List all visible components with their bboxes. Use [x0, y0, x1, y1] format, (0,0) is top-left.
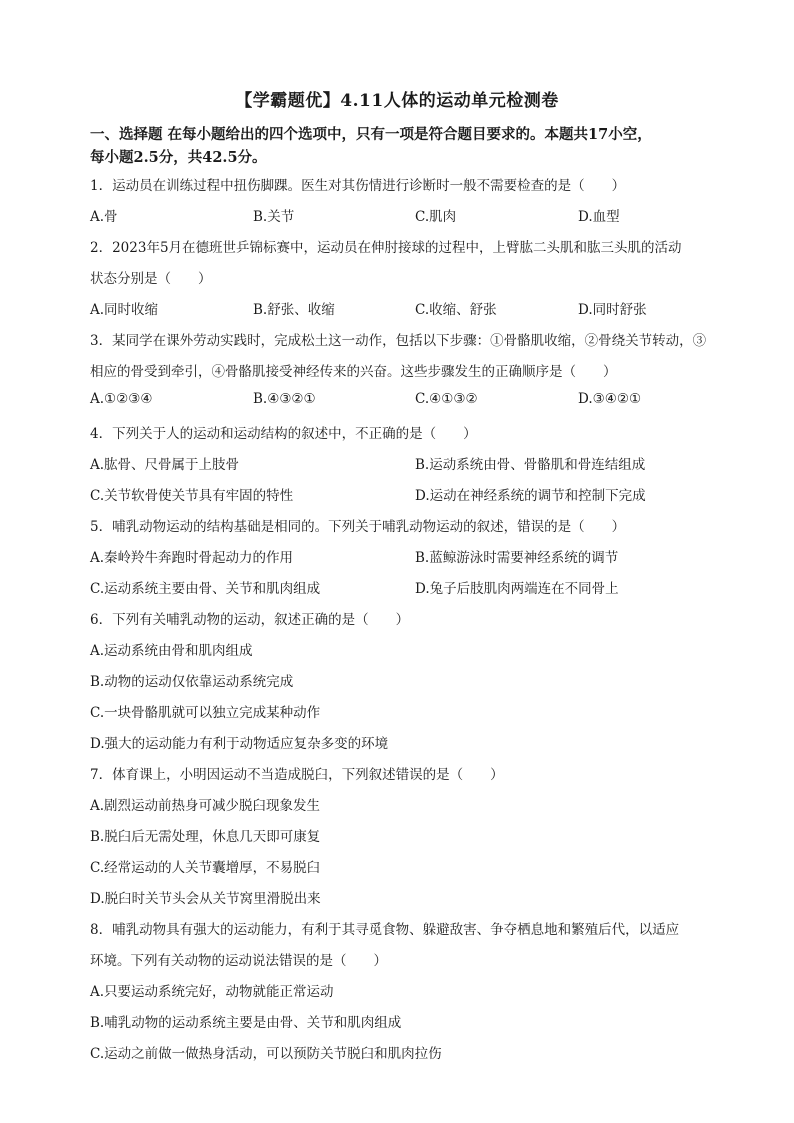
question-3-option-c: C.④①③②: [415, 391, 478, 407]
question-7-option-a: A.剧烈运动前热身可减少脱臼现象发生: [90, 798, 321, 814]
question-2-option-c: C.收缩、舒张: [415, 302, 497, 318]
question-5-option-b: B.蓝鲸游泳时需要神经系统的调节: [415, 550, 619, 566]
question-8-option-b: B.哺乳动物的运动系统主要是由骨、关节和肌肉组成: [90, 1015, 402, 1031]
question-4-option-d: D.运动在神经系统的调节和控制下完成: [415, 488, 646, 504]
question-2-stem-line-1: 2．2023年5月在德班世乒锦标赛中，运动员在伸肘接球的过程中，上臂肱二头肌和肱三头肌的活动: [90, 240, 682, 256]
question-6-option-c: C.一块骨骼肌就可以独立完成某种动作: [90, 705, 321, 721]
question-4-option-a: A.肱骨、尺骨属于上肢骨: [90, 457, 240, 473]
section-header-line-2: 每小题2.5分，共42.5分。: [90, 149, 267, 166]
question-7-option-d: D.脱臼时关节头会从关节窝里滑脱出来: [90, 891, 321, 907]
question-3-stem-line-2: 相应的骨受到牵引，④骨骼肌接受神经传来的兴奋。这些步骤发生的正确顺序是（ ）: [90, 364, 617, 380]
question-5-option-a: A.秦岭羚牛奔跑时骨起动力的作用: [90, 550, 294, 566]
question-3-stem-line-1: 3．某同学在课外劳动实践时，完成松土这一动作，包括以下步骤：①骨骼肌收缩，②骨绕关节转动，③: [90, 333, 707, 349]
question-5-option-c: C.运动系统主要由骨、关节和肌肉组成: [90, 581, 321, 597]
question-3-option-d: D.③④②①: [578, 391, 642, 407]
question-3-option-b: B.④③②①: [253, 391, 316, 407]
question-1-stem: 1．运动员在训练过程中扭伤脚踝。医生对其伤情进行诊断时一般不需要检查的是（ ）: [90, 178, 626, 194]
question-6-stem: 6．下列有关哺乳动物的运动，叙述正确的是（ ）: [90, 612, 410, 628]
question-8-option-c: C.运动之前做一做热身活动，可以预防关节脱臼和肌肉拉伤: [90, 1046, 442, 1062]
section-header: [90, 123, 710, 169]
question-6-option-d: D.强大的运动能力有利于动物适应复杂多变的环境: [90, 736, 389, 752]
question-8-option-a: A.只要运动系统完好，动物就能正常运动: [90, 984, 334, 1000]
question-1-option-c: C.肌肉: [415, 209, 457, 225]
question-7-option-b: B.脱臼后无需处理，休息几天即可康复: [90, 829, 321, 845]
question-4-option-c: C.关节软骨使关节具有牢固的特性: [90, 488, 294, 504]
question-7-stem: 7．体育课上，小明因运动不当造成脱臼，下列叙述错误的是（ ）: [90, 767, 504, 783]
question-2-option-d: D.同时舒张: [578, 302, 647, 318]
question-8-stem-line-2: 环境。下列有关动物的运动说法错误的是（ ）: [90, 953, 387, 969]
question-2-option-b: B.舒张、收缩: [253, 302, 335, 318]
question-5-stem: 5．哺乳动物运动的结构基础是相同的。下列关于哺乳动物运动的叙述，错误的是（ ）: [90, 519, 626, 535]
question-7-option-c: C.经常运动的人关节囊增厚，不易脱臼: [90, 860, 321, 876]
question-2-option-a: A.同时收缩: [90, 302, 159, 318]
question-8-stem-line-1: 8．哺乳动物具有强大的运动能力，有利于其寻觅食物、躲避敌害、争夺栖息地和繁殖后代，以适应: [90, 922, 680, 938]
question-4-option-b: B.运动系统由骨、骨骼肌和骨连结组成: [415, 457, 646, 473]
question-3-option-a: A.①②③④: [90, 391, 153, 407]
question-1-option-a: A.骨: [90, 209, 118, 225]
question-6-option-b: B.动物的运动仅依靠运动系统完成: [90, 674, 294, 690]
page-title: 【学霸题优】4.11人体的运动单元检测卷: [235, 91, 559, 111]
question-1-option-b: B.关节: [253, 209, 295, 225]
section-header-line-1: 一、选择题 在每小题给出的四个选项中，只有一项是符合题目要求的。本题共17小空，: [90, 126, 652, 143]
question-1-option-d: D.血型: [578, 209, 620, 225]
question-6-option-a: A.运动系统由骨和肌肉组成: [90, 643, 253, 659]
question-4-stem: 4．下列关于人的运动和运动结构的叙述中，不正确的是（ ）: [90, 426, 477, 442]
question-2-stem-line-2: 状态分别是（ ）: [90, 271, 212, 287]
question-5-option-d: D.兔子后肢肌肉两端连在不同骨上: [415, 581, 619, 597]
